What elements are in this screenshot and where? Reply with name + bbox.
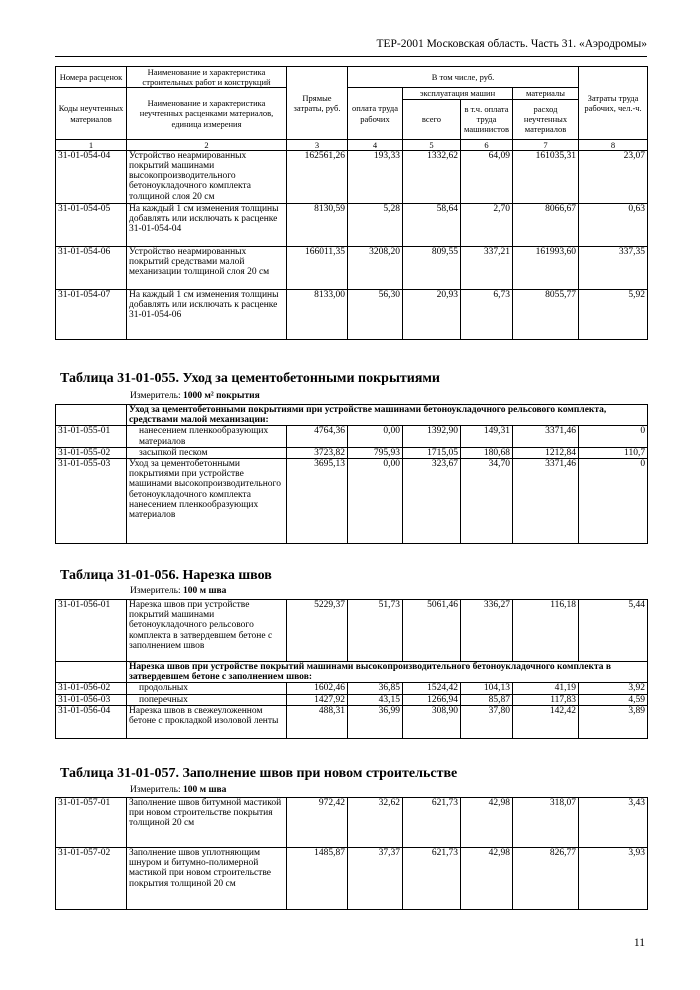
row-mach-pay: 2,70 <box>461 203 513 246</box>
row-mat: 161035,31 <box>513 150 579 203</box>
row-name: Нарезка швов в свежеуложенном бетоне с прокладкой изоловой ленты <box>127 705 287 738</box>
row-code: 31-01-055-01 <box>56 426 127 447</box>
col-num: 7 <box>513 139 579 150</box>
row-name: нанесением пленкообразующих материалов <box>127 426 287 447</box>
row-mach-pay: 64,09 <box>461 150 513 203</box>
row-mach-pay: 180,68 <box>461 447 513 458</box>
table-056-title: Таблица 31-01-056. Нарезка швов <box>60 568 272 583</box>
col-num: 2 <box>127 139 287 150</box>
row-labor: 0,63 <box>579 203 648 246</box>
table-054 <box>55 66 648 340</box>
col-mach-all: всего <box>403 99 461 139</box>
row-mach-pay: 34,70 <box>461 459 513 544</box>
row-mach-pay: 37,80 <box>461 705 513 738</box>
col-name-top: Наименование и характеристика строительных работ и конструкций <box>127 67 287 88</box>
row-pay: 36,99 <box>348 705 403 738</box>
row-pay: 193,33 <box>348 150 403 203</box>
table-row <box>56 426 648 447</box>
row-direct: 488,31 <box>287 705 348 738</box>
row-mach-pay: 336,27 <box>461 600 513 662</box>
row-mach: 323,67 <box>403 459 461 544</box>
row-mat: 116,18 <box>513 600 579 662</box>
row-pay: 795,93 <box>348 447 403 458</box>
row-code: 31-01-057-01 <box>56 798 127 848</box>
row-mach-pay: 85,87 <box>461 694 513 705</box>
row-code: 31-01-056-01 <box>56 600 127 662</box>
table-row <box>56 705 648 738</box>
table-row <box>56 694 648 705</box>
row-mat: 161993,60 <box>513 246 579 289</box>
row-mach: 58,64 <box>403 203 461 246</box>
row-pay: 0,00 <box>348 426 403 447</box>
row-direct: 8133,00 <box>287 289 348 339</box>
row-mach-pay: 104,13 <box>461 683 513 694</box>
table-055-measure: Измеритель: 1000 м² покрытия <box>130 391 260 401</box>
col-num: 1 <box>56 139 127 150</box>
row-mach: 1266,94 <box>403 694 461 705</box>
row-code: 31-01-056-02 <box>56 683 127 694</box>
row-mach: 20,93 <box>403 289 461 339</box>
row-direct: 162561,26 <box>287 150 348 203</box>
row-pay: 37,37 <box>348 848 403 910</box>
row-pay: 32,62 <box>348 798 403 848</box>
row-labor: 3,93 <box>579 848 648 910</box>
row-pay: 56,30 <box>348 289 403 339</box>
row-mach-pay: 6,73 <box>461 289 513 339</box>
row-labor: 0 <box>579 459 648 544</box>
table-055-title: Таблица 31-01-055. Уход за цементобетонными покрытиями <box>60 371 440 386</box>
col-incl: В том числе, руб. <box>348 67 579 88</box>
table-row <box>56 459 648 544</box>
col-num: 6 <box>461 139 513 150</box>
row-mach: 621,73 <box>403 848 461 910</box>
row-mat: 8066,67 <box>513 203 579 246</box>
row-mach: 1332,62 <box>403 150 461 203</box>
row-mach: 1524,42 <box>403 683 461 694</box>
row-mach: 308,90 <box>403 705 461 738</box>
row-pay: 0,00 <box>348 459 403 544</box>
group-heading: Нарезка швов при устройстве покрытий машинами высокопроизводительного бетоноукладочного комплекта в затвердевшем бетоне с заполнением швов: <box>127 662 648 683</box>
col-direct: Прямые затраты, руб. <box>287 67 348 140</box>
row-labor: 23,07 <box>579 150 648 203</box>
group-heading: Уход за цементобетонными покрытиями при устройстве машинами бетоноукладочного рельсового комплекта, средствами малой механизации: <box>127 405 648 426</box>
row-code: 31-01-055-03 <box>56 459 127 544</box>
table-056 <box>55 599 648 739</box>
col-num: 5 <box>403 139 461 150</box>
row-pay: 51,73 <box>348 600 403 662</box>
row-code: 31-01-054-06 <box>56 246 127 289</box>
row-mat: 8055,77 <box>513 289 579 339</box>
row-name: Устройство неармированных покрытий машинами высокопроизводительного бетоноукладочного комплекта толщиной слоя 20 см <box>127 150 287 203</box>
row-code: 31-01-054-04 <box>56 150 127 203</box>
table-row <box>56 246 648 289</box>
col-num: 8 <box>579 139 648 150</box>
row-direct: 4764,36 <box>287 426 348 447</box>
table-055 <box>55 404 648 544</box>
row-labor: 0 <box>579 426 648 447</box>
page-number: 11 <box>633 937 645 949</box>
row-pay: 5,28 <box>348 203 403 246</box>
row-direct: 1602,46 <box>287 683 348 694</box>
row-mat: 1212,84 <box>513 447 579 458</box>
header-rule <box>55 56 647 57</box>
row-name: поперечных <box>127 694 287 705</box>
row-mach-pay: 42,98 <box>461 848 513 910</box>
col-num: 3 <box>287 139 348 150</box>
row-labor: 3,92 <box>579 683 648 694</box>
row-labor: 5,44 <box>579 600 648 662</box>
row-labor: 3,43 <box>579 798 648 848</box>
row-name: Уход за цементобетонными покрытиями при устройстве машинами высокопроизводительного бетоноукладочного комплекта нанесением пленкообразующих материалов <box>127 459 287 544</box>
row-mach-pay: 337,21 <box>461 246 513 289</box>
row-direct: 1485,87 <box>287 848 348 910</box>
row-direct: 1427,92 <box>287 694 348 705</box>
row-mach: 5061,46 <box>403 600 461 662</box>
table-057-measure: Измеритель: 100 м шва <box>130 785 227 795</box>
row-name: продольных <box>127 683 287 694</box>
row-labor: 5,92 <box>579 289 648 339</box>
col-name-bot: Наименование и характеристика неучтенных расценками материалов, единица измерения <box>127 88 287 139</box>
row-mat: 3371,46 <box>513 426 579 447</box>
col-mach-labor: в т.ч. оплата труда машинистов <box>461 99 513 139</box>
table-row <box>56 150 648 203</box>
row-name: Заполнение швов уплотняющим шнуром и битумно-полимерной мастикой при новом строительстве покрытия толщиной 20 см <box>127 848 287 910</box>
table-056-measure: Измеритель: 100 м шва <box>130 586 227 596</box>
col-materials-sub: расход неучтенных материалов <box>513 99 579 139</box>
row-mat: 3371,46 <box>513 459 579 544</box>
row-direct: 5229,37 <box>287 600 348 662</box>
col-code-bot: Коды неучтенных материалов <box>56 88 127 139</box>
row-code: 31-01-057-02 <box>56 848 127 910</box>
row-mat: 142,42 <box>513 705 579 738</box>
row-code: 31-01-056-03 <box>56 694 127 705</box>
row-labor: 3,89 <box>579 705 648 738</box>
row-mach-pay: 42,98 <box>461 798 513 848</box>
row-direct: 166011,35 <box>287 246 348 289</box>
row-direct: 8130,59 <box>287 203 348 246</box>
row-code: 31-01-054-05 <box>56 203 127 246</box>
row-direct: 3695,13 <box>287 459 348 544</box>
col-num: 4 <box>348 139 403 150</box>
col-materials: материалы <box>513 88 579 99</box>
row-name: На каждый 1 см изменения толщины добавлять или исключать к расценке 31-01-054-04 <box>127 203 287 246</box>
row-mat: 318,07 <box>513 798 579 848</box>
row-code: 31-01-054-07 <box>56 289 127 339</box>
row-code: 31-01-055-02 <box>56 447 127 458</box>
row-mat: 117,83 <box>513 694 579 705</box>
row-name: Устройство неармированных покрытий средствами малой механизации толщиной слоя 20 см <box>127 246 287 289</box>
row-name: Заполнение швов битумной мастикой при новом строительстве покрытия толщиной 20 см <box>127 798 287 848</box>
col-code-top: Номера расценок <box>56 67 127 88</box>
row-name: Нарезка швов при устройстве покрытий машинами бетоноукладочного рельсового комплекта в затвердевшем бетоне с заполнением швов <box>127 600 287 662</box>
row-mach: 621,73 <box>403 798 461 848</box>
row-mach: 1392,90 <box>403 426 461 447</box>
table-row <box>56 798 648 848</box>
row-labor: 110,7 <box>579 447 648 458</box>
row-direct: 3723,82 <box>287 447 348 458</box>
table-row <box>56 848 648 910</box>
row-labor: 4,59 <box>579 694 648 705</box>
col-labor-cost: Затраты труда рабочих, чел.-ч. <box>579 67 648 140</box>
table-057 <box>55 797 648 910</box>
row-mach: 809,55 <box>403 246 461 289</box>
row-name: засыпкой песком <box>127 447 287 458</box>
row-labor: 337,35 <box>579 246 648 289</box>
row-mach-pay: 149,31 <box>461 426 513 447</box>
row-pay: 3208,20 <box>348 246 403 289</box>
row-mach: 1715,05 <box>403 447 461 458</box>
row-direct: 972,42 <box>287 798 348 848</box>
table-row <box>56 600 648 662</box>
col-labor-pay: оплата труда рабочих <box>348 88 403 139</box>
table-row <box>56 203 648 246</box>
col-machines: эксплуатация машин <box>403 88 513 99</box>
table-row <box>56 289 648 339</box>
row-pay: 36,85 <box>348 683 403 694</box>
row-name: На каждый 1 см изменения толщины добавлять или исключать к расценке 31-01-054-06 <box>127 289 287 339</box>
running-header: ТЕР-2001 Московская область. Часть 31. «Аэродромы» <box>376 38 647 50</box>
row-mat: 826,77 <box>513 848 579 910</box>
row-mat: 41,19 <box>513 683 579 694</box>
table-row <box>56 683 648 694</box>
table-row <box>56 447 648 458</box>
table-057-title: Таблица 31-01-057. Заполнение швов при новом строительстве <box>60 766 458 781</box>
row-pay: 43,15 <box>348 694 403 705</box>
row-code: 31-01-056-04 <box>56 705 127 738</box>
